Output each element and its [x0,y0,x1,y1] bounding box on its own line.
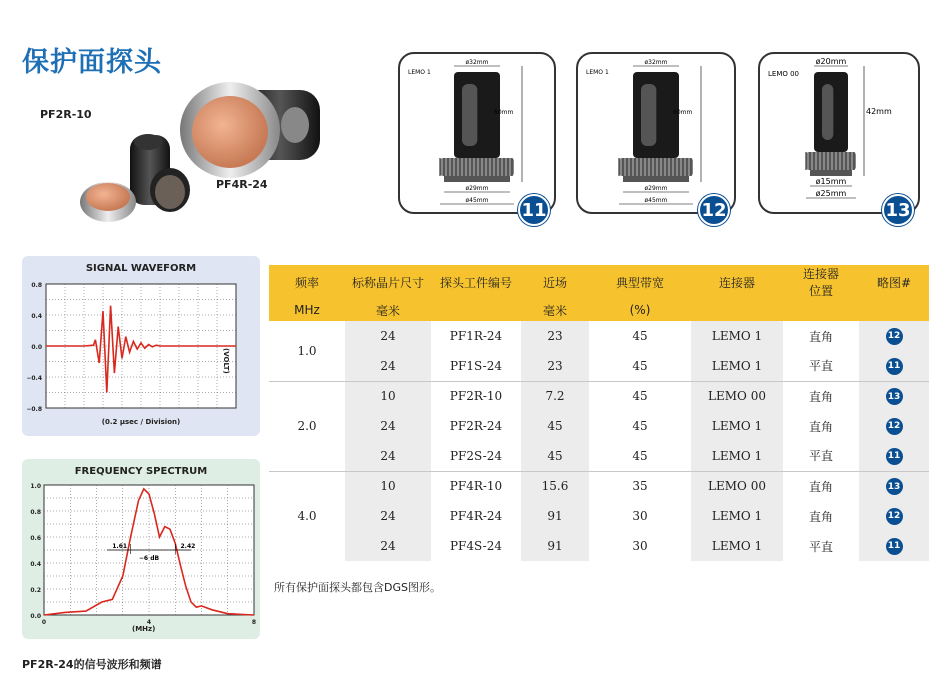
spectrum-ytick: 0.6 [30,535,41,542]
diagram-ref-badge: 11 [886,358,903,375]
column-header: 连接器 [691,265,783,299]
spectrum-ytick: 0.8 [30,509,41,516]
unit-header: MHz [269,299,345,321]
table-cell: 30 [589,531,691,561]
table-cell: 45 [589,381,691,411]
table-cell: 平直 [783,441,859,471]
figure-caption: PF2R-24的信号波形和频谱 [22,658,162,671]
waveform-ytick: 0.8 [31,282,42,289]
diagram-ref-cell [859,381,929,411]
frequency-cell: 4.0 [269,471,345,561]
table-cell: 直角 [783,411,859,441]
table-cell: LEMO 1 [691,441,783,471]
waveform-ylabel: (VOLT) [222,348,230,374]
table-cell: 24 [345,441,431,471]
knurled-ring [440,158,514,176]
waveform-ytick: 0.4 [31,313,42,320]
table-cell: 平直 [783,351,859,381]
waveform-ytick: −0.4 [26,375,42,382]
unit-header [859,299,929,321]
dim-mid-label: ø29mm [465,185,489,192]
dim-top-label: ø20mm [815,57,847,66]
page-title: 保护面探头 [22,47,162,78]
table-cell: PF4R-24 [431,501,521,531]
table-cell: 15.6 [521,471,589,501]
column-header: 标称晶片尺寸 [345,265,431,299]
table-cell: PF2S-24 [431,441,521,471]
diagram-ref-badge: 11 [886,448,903,465]
diagram-number-badge: 11 [518,194,550,226]
waveform-ytick: −0.8 [26,406,42,413]
diagram-ref-badge: 13 [886,388,903,405]
dim-height-label: 42mm [866,107,892,116]
dim-bottom-label: ø25mm [815,189,847,198]
table-cell: PF1R-24 [431,321,521,351]
table-cell: 35 [589,471,691,501]
probe-spec-table [269,265,929,561]
table-cell: 23 [521,321,589,351]
diagram-ref-badge: 13 [886,478,903,495]
unit-header: 毫米 [345,299,431,321]
table-cell: 30 [589,501,691,531]
product-photo [40,80,340,240]
spectrum-title: FREQUENCY SPECTRUM [74,466,208,477]
table-cell: LEMO 1 [691,321,783,351]
table-cell: 24 [345,321,431,351]
table-cell: LEMO 1 [691,411,783,441]
table-cell: 45 [589,411,691,441]
table-cell: PF1S-24 [431,351,521,381]
table-cell: LEMO 1 [691,351,783,381]
column-header: 频率 [269,265,345,299]
diagram-ref-cell [859,531,929,561]
table-cell: 直角 [783,321,859,351]
probe-diagram-13 [758,52,920,221]
spectrum-xtick: 4 [146,619,152,626]
table-row [269,471,929,501]
signal-waveform-panel [22,256,260,436]
table-cell: 91 [521,501,589,531]
diagram-number-badge: 12 [698,194,730,226]
table-cell: 24 [345,501,431,531]
probe-diagram-12 [576,52,736,221]
table-row [269,351,929,381]
waveform-xlabel: (0.2 µsec / Division) [101,418,181,426]
lemo-label: LEMO 1 [586,69,609,76]
dim-top-label: ø32mm [465,59,489,66]
table-unit-row [269,299,929,321]
diagram-ref-badge: 12 [886,508,903,525]
table-row [269,381,929,411]
unit-header: (%) [589,299,691,321]
spectrum-ytick: 0.2 [30,587,41,594]
dim-mid-label: ø29mm [644,185,668,192]
diagram-ref-cell [859,411,929,441]
table-cell: 45 [521,441,589,471]
diagram-ref-cell [859,441,929,471]
diagram-number-badge: 13 [882,194,914,226]
diagram-ref-cell [859,471,929,501]
probe-highlight [462,84,477,146]
diagram-ref-cell [859,321,929,351]
frequency-cell: 1.0 [269,321,345,381]
waveform-chart [22,256,260,436]
unit-header [431,299,521,321]
table-cell: PF4R-10 [431,471,521,501]
photo-label-right: PF4R-24 [216,178,268,191]
left-marker-label: 1.61 [112,543,128,550]
table-cell: LEMO 1 [691,531,783,561]
table-cell: LEMO 1 [691,501,783,531]
waveform-title: SIGNAL WAVEFORM [85,263,197,274]
table-cell: PF2R-24 [431,411,521,441]
column-header: 略图# [859,265,929,299]
dim-mid-label: ø15mm [815,177,847,186]
diagram-ref-badge: 11 [886,538,903,555]
spectrum-ytick: 1.0 [30,483,41,490]
spectrum-xtick: 8 [251,619,257,626]
table-cell: 10 [345,381,431,411]
probe-diagram-11 [398,52,556,221]
table-cell: 10 [345,471,431,501]
column-header: 近场 [521,265,589,299]
diagram-ref-badge: 12 [886,418,903,435]
diagram-ref-cell [859,501,929,531]
table-cell: 直角 [783,501,859,531]
table-cell: PF4S-24 [431,531,521,561]
unit-header: 毫米 [521,299,589,321]
footnote: 所有保护面探头都包含DGS图形。 [274,581,441,594]
table-row [269,411,929,441]
table-cell: 45 [589,441,691,471]
table-cell: 45 [521,411,589,441]
dim-top-label: ø32mm [644,59,668,66]
frequency-spectrum-panel [22,459,260,639]
photo-label-left: PF2R-10 [40,108,92,121]
frequency-cell: 2.0 [269,381,345,471]
table-cell: 7.2 [521,381,589,411]
dim-height-label: 60mm [673,109,693,116]
table-cell: 45 [589,321,691,351]
spectrum-xtick: 0 [41,619,47,626]
table-cell: LEMO 00 [691,381,783,411]
spectrum-chart [22,459,260,639]
right-marker-label: 2.42 [180,543,196,550]
spectrum-xlabel: (MHz) [132,625,156,633]
table-row [269,441,929,471]
table-cell: 直角 [783,381,859,411]
table-row [269,321,929,351]
probe-highlight [822,84,833,140]
unit-header [783,299,859,321]
dim-height-label: 60mm [494,109,514,116]
table-cell: 91 [521,531,589,561]
knurled-ring [619,158,693,176]
spectrum-ytick: 0.0 [30,613,41,620]
table-header-row [269,265,929,299]
table-row [269,501,929,531]
waveform-ytick: 0.0 [31,344,42,351]
table-cell: 24 [345,411,431,441]
dim-bottom-label: ø45mm [465,197,489,204]
diagram-ref-badge: 12 [886,328,903,345]
column-header: 典型带宽 [589,265,691,299]
lemo-label: LEMO 00 [768,70,800,78]
column-header: 连接器 位置 [783,265,859,299]
unit-header [691,299,783,321]
table-cell: PF2R-10 [431,381,521,411]
table-cell: 45 [589,351,691,381]
diagram-ref-cell [859,351,929,381]
table-cell: 24 [345,531,431,561]
lemo-label: LEMO 1 [408,69,431,76]
table-cell: 平直 [783,531,859,561]
table-cell: 直角 [783,471,859,501]
table-cell: 23 [521,351,589,381]
table-cell: LEMO 00 [691,471,783,501]
column-header: 探头工件编号 [431,265,521,299]
spectrum-ytick: 0.4 [30,561,41,568]
dim-bottom-label: ø45mm [644,197,668,204]
table-row [269,531,929,561]
db-label: −6 dB [138,555,160,562]
table-cell: 24 [345,351,431,381]
probe-highlight [641,84,656,146]
